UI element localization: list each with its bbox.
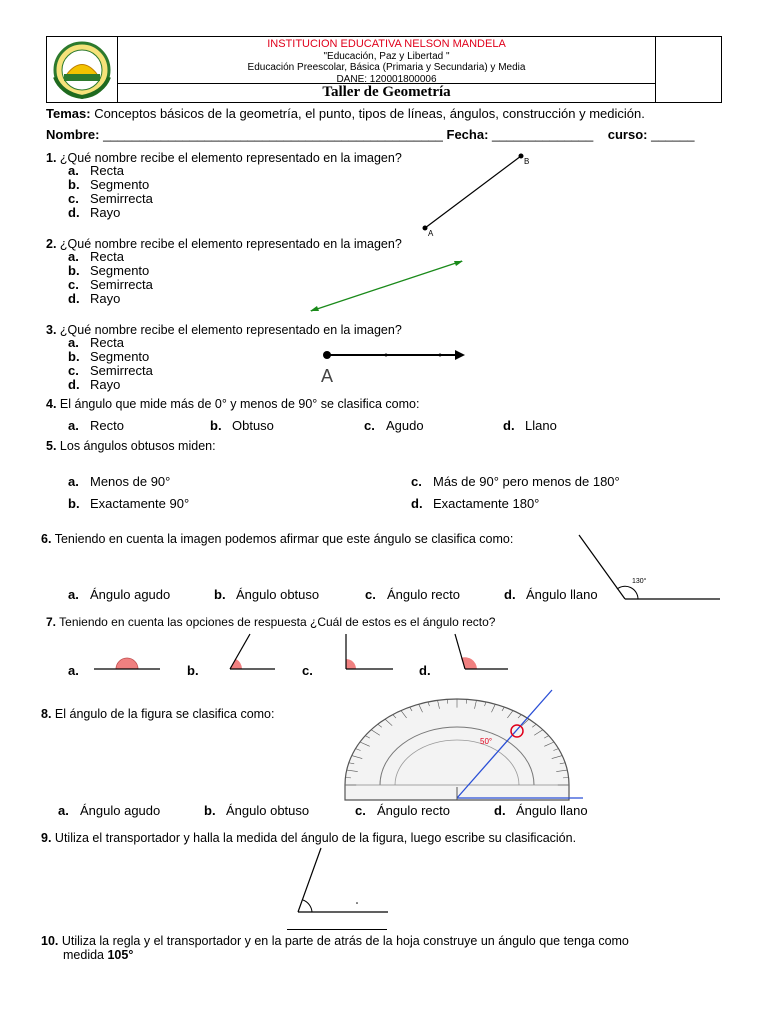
header-table bbox=[46, 36, 722, 103]
ray-figure bbox=[318, 345, 468, 387]
topics-text: Conceptos básicos de la geometría, el punto, tipos de líneas, ángulos, construcción y medición. bbox=[94, 106, 645, 121]
question-text: Los ángulos obtusos miden: bbox=[59, 439, 216, 453]
q4-option-c[interactable]: c. Agudo bbox=[364, 418, 424, 433]
topics-label: Temas: bbox=[46, 106, 91, 121]
q5-option-d[interactable]: d. Exactamente 180° bbox=[411, 496, 540, 511]
q7-option-c[interactable]: c. bbox=[302, 663, 313, 678]
empty-header-cell bbox=[655, 37, 721, 102]
question-8 bbox=[41, 707, 274, 721]
question-text: ¿Qué nombre recibe el elemento representado en la imagen? bbox=[59, 323, 402, 337]
question-number: 2. bbox=[46, 237, 57, 251]
course-field[interactable]: ______ bbox=[651, 127, 695, 142]
question-5 bbox=[46, 439, 216, 453]
option-a[interactable]: a. Recta bbox=[68, 163, 124, 178]
q6-option-d[interactable]: d. Ángulo llano bbox=[504, 587, 598, 602]
option-b[interactable]: b. Segmento bbox=[68, 263, 150, 278]
student-info-line bbox=[46, 127, 694, 142]
option-d[interactable]: d. Rayo bbox=[68, 377, 121, 392]
question-7 bbox=[46, 615, 495, 629]
question-number: 4. bbox=[46, 397, 57, 411]
point-a-label: A bbox=[321, 366, 334, 386]
question-number: 3. bbox=[46, 323, 57, 337]
q8-option-c[interactable]: c. Ángulo recto bbox=[355, 803, 450, 818]
q8-option-a[interactable]: a. Ángulo agudo bbox=[58, 803, 161, 818]
q6-option-b[interactable]: b. Ángulo obtuso bbox=[214, 587, 320, 602]
option-c[interactable]: c. Semirrecta bbox=[68, 363, 153, 378]
q7-option-d[interactable]: d. bbox=[419, 663, 431, 678]
question-text: Utiliza el transportador y halla la medida del ángulo de la figura, luego escribe su clasificación. bbox=[54, 831, 577, 845]
answer-line[interactable] bbox=[287, 929, 387, 930]
question-number: 7. bbox=[46, 615, 57, 629]
question-number: 8. bbox=[41, 707, 52, 721]
q1-options bbox=[68, 164, 153, 220]
point-b-label: B bbox=[524, 157, 530, 166]
angle-to-measure-figure bbox=[293, 846, 391, 916]
date-field[interactable]: ______________ bbox=[492, 127, 594, 142]
question-number: 1. bbox=[46, 151, 57, 165]
question-text: ¿Qué nombre recibe el elemento representado en la imagen? bbox=[59, 237, 402, 251]
course-label: curso: bbox=[607, 127, 648, 142]
option-c[interactable]: c. Semirrecta bbox=[68, 191, 153, 206]
q4-option-d[interactable]: d. Llano bbox=[503, 418, 557, 433]
q7-option-b[interactable]: b. bbox=[187, 663, 199, 678]
option-c[interactable]: c. Semirrecta bbox=[68, 277, 153, 292]
angle-b-acute-figure bbox=[225, 632, 277, 674]
point-a-label: A bbox=[428, 229, 434, 238]
option-b[interactable]: b. Segmento bbox=[68, 177, 150, 192]
angle-label: 130° bbox=[632, 578, 647, 585]
logo-cell bbox=[47, 37, 118, 102]
angle-measure: 105° bbox=[107, 948, 134, 962]
education-levels: Educación Preescolar, Básica (Primaria y Secundaria) y Media bbox=[247, 62, 526, 73]
question-9 bbox=[41, 831, 576, 845]
question-number: 10. bbox=[41, 934, 59, 948]
question-text: El ángulo que mide más de 0° y menos de 90° se clasifica como: bbox=[59, 397, 420, 411]
institution-name: INSTITUCION EDUCATIVA NELSON MANDELA bbox=[267, 38, 506, 50]
angle-d-obtuse-figure bbox=[452, 632, 510, 674]
question-number: 9. bbox=[41, 831, 52, 845]
q3-options bbox=[68, 336, 153, 392]
segment-ab-figure bbox=[418, 150, 538, 240]
angle-a-straight-figure bbox=[94, 654, 162, 674]
q8-option-b[interactable]: b. Ángulo obtuso bbox=[204, 803, 310, 818]
q5-option-a[interactable]: a. Menos de 90° bbox=[68, 474, 171, 489]
q8-option-d[interactable]: d. Ángulo llano bbox=[494, 803, 588, 818]
date-label: Fecha: bbox=[446, 127, 489, 142]
protractor-figure bbox=[340, 690, 585, 805]
question-4 bbox=[46, 397, 419, 411]
question-text: Utiliza la regla y el transportador y en la parte de atrás de la hoja construye un ángulo que tenga como bbox=[61, 934, 629, 948]
question-6 bbox=[41, 532, 513, 546]
question-text: ¿Qué nombre recibe el elemento representado en la imagen? bbox=[59, 151, 402, 165]
question-text: El ángulo de la figura se clasifica como: bbox=[54, 707, 275, 721]
q4-option-a[interactable]: a. Recto bbox=[68, 418, 124, 433]
institution-motto: "Educación, Paz y Libertad " bbox=[323, 50, 450, 62]
angle-c-right-figure bbox=[343, 632, 395, 674]
question-10 bbox=[41, 934, 629, 962]
option-b[interactable]: b. Segmento bbox=[68, 349, 150, 364]
question-text-continued: medida bbox=[63, 948, 108, 962]
angle-label: 50° bbox=[480, 737, 493, 746]
option-a[interactable]: a. Recta bbox=[68, 249, 124, 264]
q7-option-a[interactable]: a. bbox=[68, 663, 79, 678]
question-number: 6. bbox=[41, 532, 52, 546]
q5-option-b[interactable]: b. Exactamente 90° bbox=[68, 496, 190, 511]
topics-line bbox=[46, 106, 645, 121]
question-number: 5. bbox=[46, 439, 57, 453]
option-d[interactable]: d. Rayo bbox=[68, 205, 121, 220]
question-text: Teniendo en cuenta la imagen podemos afirmar que este ángulo se clasifica como: bbox=[54, 532, 514, 546]
question-text: Teniendo en cuenta las opciones de respuesta ¿Cuál de estos es el ángulo recto? bbox=[59, 615, 496, 629]
q2-options bbox=[68, 250, 153, 306]
name-label: Nombre: bbox=[46, 127, 100, 142]
q6-option-a[interactable]: a. Ángulo agudo bbox=[68, 587, 171, 602]
q4-option-b[interactable]: b. Obtuso bbox=[210, 418, 274, 433]
q5-option-c[interactable]: c. Más de 90° pero menos de 180° bbox=[411, 474, 620, 489]
worksheet-title: Taller de Geometría bbox=[322, 84, 451, 100]
q6-option-c[interactable]: c. Ángulo recto bbox=[365, 587, 460, 602]
school-seal-logo bbox=[47, 37, 117, 103]
line-double-arrow-figure bbox=[305, 255, 470, 317]
option-a[interactable]: a. Recta bbox=[68, 335, 124, 350]
option-d[interactable]: d. Rayo bbox=[68, 291, 121, 306]
dane-code: DANE: 120001800006 bbox=[336, 73, 437, 85]
name-field[interactable]: _______________________________________________ bbox=[103, 127, 443, 142]
